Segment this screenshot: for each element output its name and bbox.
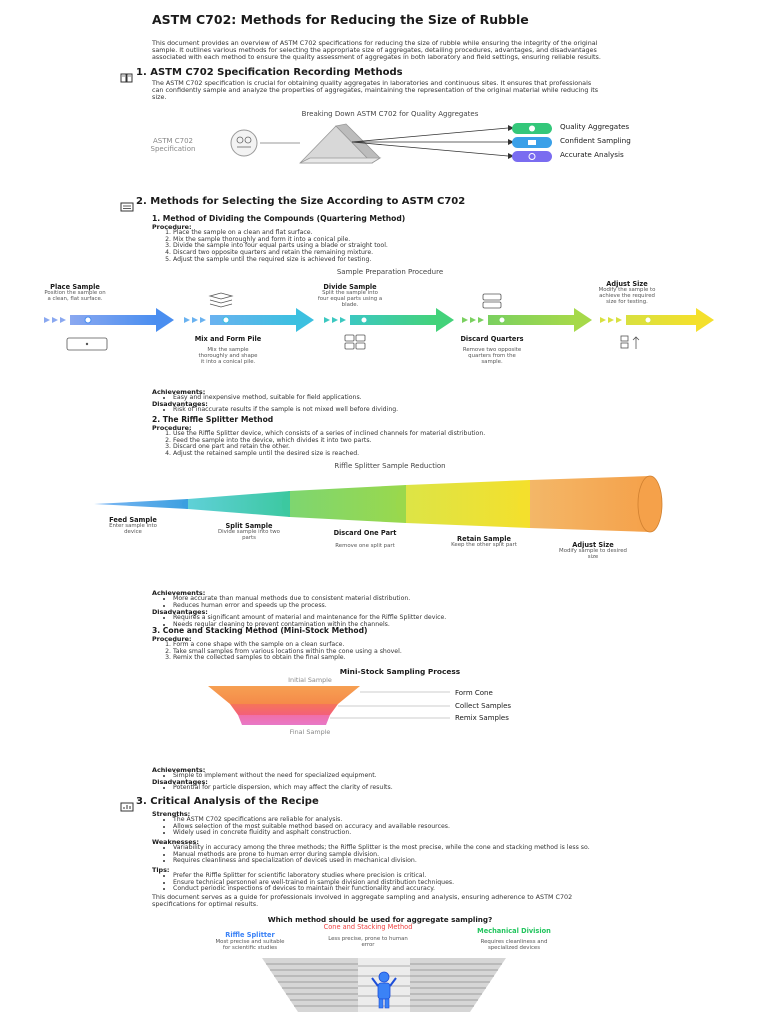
funnel-layer-remix: Remix Samples — [455, 714, 509, 722]
method2-disadvantages-label: Disadvantages: — [152, 608, 208, 616]
method3-achievements — [152, 773, 623, 780]
stack-icon — [206, 292, 236, 308]
stage-place-desc: Position the sample on a clean, flat surface. — [44, 290, 106, 302]
riffle-discard-title: Discard One Part — [333, 529, 397, 537]
output-quality: Quality Aggregates — [560, 122, 630, 131]
list-item: 3. Remix the collected samples to obtain the final sample. — [173, 655, 623, 662]
list-item: 1. Use the Riffle Splitter device, which consists of a series of inclined channels for material distribution. — [173, 431, 623, 438]
funnel-layer-form-cone: Form Cone — [455, 689, 493, 697]
method2-procedure-label: Procedure: — [152, 424, 192, 432]
section3-heading: 3. Critical Analysis of the Recipe — [136, 796, 319, 807]
method3-heading: 3. Cone and Stacking Method (Mini-Stock Method) — [152, 626, 368, 635]
stage-divide-title: Divide Sample — [323, 283, 377, 291]
tips-list — [152, 873, 633, 893]
grid-icon — [344, 334, 366, 350]
box-icon — [66, 336, 108, 350]
riffle-discard-desc: Remove one split part — [335, 543, 395, 549]
stage-adjust-desc: Modify the sample to achieve the required size for testing. — [598, 287, 656, 305]
list-item: • Ensure technical personnel are well-trained in sample division and distribution techniques. — [173, 880, 633, 887]
list-item: • The ASTM C702 specifications are reliable for analysis. — [173, 817, 593, 824]
method1-steps — [152, 230, 623, 264]
stage-discard-title: Discard Quarters — [460, 335, 524, 343]
list-item: 3. Divide the sample into four equal parts using a blade or straight tool. — [173, 243, 623, 250]
diagram1-caption: Breaking Down ASTM C702 for Quality Aggregates — [301, 110, 479, 118]
method1-disadvantages-label: Disadvantages: — [152, 400, 208, 408]
option-mechanical-title: Mechanical Division — [477, 927, 551, 935]
diagram1-source-label: ASTM C702 Specification — [150, 137, 196, 153]
diagram4-caption: Mini-Stock Sampling Process — [339, 667, 461, 676]
strengths-list — [152, 817, 593, 837]
riffle-split-title: Split Sample — [225, 522, 273, 530]
intro-paragraph: This document provides an overview of ASTM C702 specifications for reducing the size of rubble while ensuring the integrity of the original sample. It outlines various methods for selecting the appropriate size of aggregates, detailing procedures, advantages, and disadvantages associated with each method to ensure the quality assessment of aggregates in both laboratory and field settings, ensuring reliable results. — [152, 39, 601, 62]
layers-icon — [482, 293, 502, 309]
funnel-top-label: Initial Sample — [288, 676, 332, 684]
list-item: • Easy and inexpensive method, suitable for field applications. — [173, 395, 623, 402]
option-mechanical-desc: Requires cleanliness and specialized devices — [480, 939, 548, 951]
list-item: • Simple to implement without the need for specialized equipment. — [173, 773, 623, 780]
tips-label: Tips: — [152, 866, 170, 874]
list-item: 1. Place the sample on a clean and flat surface. — [173, 230, 623, 237]
book-icon — [120, 68, 134, 78]
list-item: • Reduces human error and speeds up the process. — [173, 603, 633, 610]
list-item: • Allows selection of the most suitable method based on accuracy and available resources. — [173, 824, 593, 831]
riffle-feed-title: Feed Sample — [109, 516, 157, 524]
list-item: 4. Discard two opposite quarters and retain the remaining mixture. — [173, 250, 623, 257]
list-item: 4. Adjust the retained sample until the desired size is reached. — [173, 451, 623, 458]
funnel-layer-collect: Collect Samples — [455, 702, 512, 710]
list-item: • Widely used in concrete fluidity and asphalt construction. — [173, 830, 593, 837]
method2-heading: 2. The Riffle Splitter Method — [152, 415, 274, 424]
list-item: • Potential for particle dispersion, which may affect the clarity of results. — [173, 785, 623, 792]
option-riffle-title: Riffle Splitter — [225, 931, 275, 939]
stage-adjust-title: Adjust Size — [606, 280, 648, 288]
list-item: • Manual methods are prone to human error during sample division. — [173, 852, 593, 859]
section1-heading: 1. ASTM C702 Specification Recording Methods — [136, 67, 403, 78]
riffle-adjust-desc: Modify sample to desired size — [559, 548, 627, 560]
method1-achievements — [152, 395, 623, 402]
stage-divide-desc: Split the sample into four equal parts using a blade. — [317, 290, 383, 308]
method3-steps — [152, 642, 623, 662]
output-confident: Confident Sampling — [560, 136, 631, 145]
section1-text: The ASTM C702 specification is crucial for obtaining quality aggregates in laboratories and continuous sites. It ensures that professionals can confidently sample and analyze the properties of aggregates, maintaining the representation of the original material while reducing its size. — [152, 79, 599, 102]
method1-heading: 1. Method of Dividing the Compounds (Quartering Method) — [152, 214, 406, 223]
decision-question: Which method should be used for aggregate sampling? — [267, 915, 493, 924]
method3-procedure-label: Procedure: — [152, 635, 192, 643]
method2-achievements-label: Achievements: — [152, 589, 206, 597]
stage-mix-desc: Mix the sample thoroughly and shape it into a conical pile. — [198, 347, 258, 365]
list-item: 5. Adjust the sample until the required size is achieved for testing. — [173, 257, 623, 264]
list-item: • Needs regular cleaning to prevent contamination within the channels. — [173, 622, 643, 629]
list-item: 3. Discard one part and retain the other. — [173, 444, 623, 451]
strengths-label: Strengths: — [152, 810, 191, 818]
diagram2-caption: Sample Preparation Procedure — [336, 268, 444, 276]
list-item: • Conduct periodic inspections of devices to maintain their functionality and accuracy. — [173, 886, 633, 893]
method1-procedure-label: Procedure: — [152, 223, 192, 231]
method1-disadvantages — [152, 407, 623, 414]
list-item: 1. Form a cone shape with the sample on a clean surface. — [173, 642, 623, 649]
list-item: • Requires a significant amount of material and maintenance for the Riffle Splitter device. — [173, 615, 643, 622]
option-riffle-desc: Most precise and suitable for scientific studies — [215, 939, 285, 951]
stage-place-title: Place Sample — [50, 283, 100, 291]
closing-paragraph: This document serves as a guide for professionals involved in aggregate sampling and analysis, ensuring adherence to ASTM C702 specifications for optimal results. — [152, 893, 573, 909]
method2-steps — [152, 431, 623, 458]
method1-achievements-label: Achievements: — [152, 388, 206, 396]
decision-stairs-illustration — [258, 952, 510, 1012]
option-cone-title: Cone and Stacking Method — [323, 923, 413, 931]
section2-heading: 2. Methods for Selecting the Size According to ASTM C702 — [136, 196, 466, 207]
riffle-split-desc: Divide sample into two parts — [218, 529, 280, 541]
diagram3-caption: Riffle Splitter Sample Reduction — [334, 462, 446, 470]
list-item: • Risk of inaccurate results if the sample is not mixed well before dividing. — [173, 407, 623, 414]
method3-disadvantages — [152, 785, 623, 792]
weaknesses-label: Weaknesses: — [152, 838, 199, 846]
list-item: 2. Feed the sample into the device, which divides it into two parts. — [173, 438, 623, 445]
stage-mix-title: Mix and Form Pile — [194, 335, 262, 343]
list-item: • Variability in accuracy among the three methods; the Riffle Splitter is the most precise, while the cone and stacking method is less so. — [173, 845, 593, 852]
riffle-retain-title: Retain Sample — [457, 535, 511, 543]
list-item: • More accurate than manual methods due to consistent material distribution. — [173, 596, 633, 603]
list-item: 2. Take small samples from various locations within the cone using a shovel. — [173, 649, 623, 656]
method3-disadvantages-label: Disadvantages: — [152, 778, 208, 786]
option-cone-desc: Less precise, prone to human error — [328, 936, 408, 948]
list-item: • Requires cleanliness and specialization of devices used in mechanical division. — [173, 858, 593, 865]
resize-icon — [620, 334, 642, 350]
weaknesses-list — [152, 845, 593, 865]
list-icon — [120, 197, 134, 207]
list-item: • Prefer the Riffle Splitter for scientific laboratory studies where precision is critical. — [173, 873, 633, 880]
stage-discard-desc: Remove two opposite quarters from the sample. — [462, 347, 522, 365]
funnel-bottom-label: Final Sample — [289, 728, 331, 736]
riffle-feed-desc: Enter sample into device — [109, 523, 157, 535]
riffle-funnel-diagram — [90, 474, 680, 534]
riffle-retain-desc: Keep the other split part — [451, 542, 517, 548]
riffle-adjust-title: Adjust Size — [572, 541, 614, 549]
list-item: 2. Mix the sample thoroughly and form it into a conical pile. — [173, 237, 623, 244]
page-title: ASTM C702: Methods for Reducing the Size of Rubble — [152, 12, 529, 27]
method3-achievements-label: Achievements: — [152, 766, 206, 774]
method2-achievements — [152, 596, 633, 609]
output-accurate: Accurate Analysis — [560, 150, 624, 159]
chart-icon — [120, 797, 134, 807]
